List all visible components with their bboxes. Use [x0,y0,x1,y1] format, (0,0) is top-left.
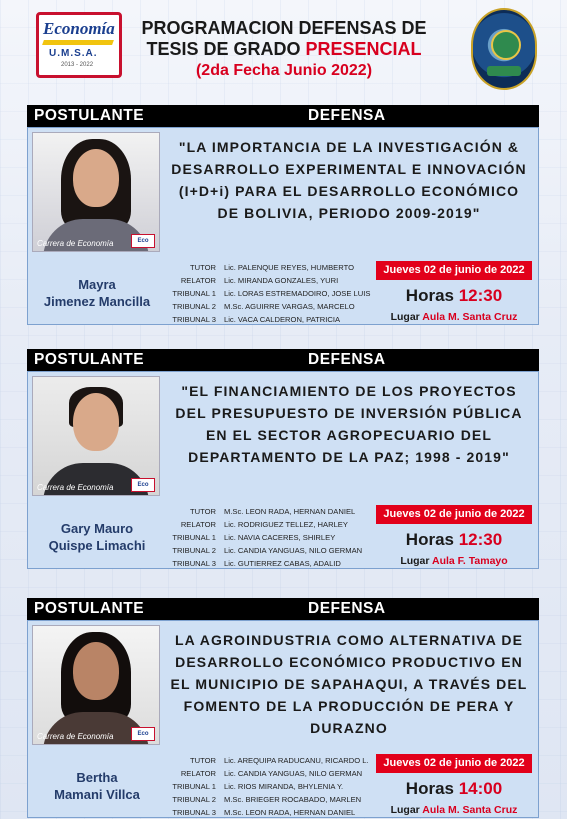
candidate-last-name: Jimenez Mancilla [43,294,151,309]
photo-mini-logo: Eco [131,478,155,492]
place-label: Lugar [390,311,423,323]
candidate-name [38,276,156,310]
logo-sub: U.M.S.A. [49,48,98,59]
jury-name: Lic. CANDIA YANGUAS, NILO GERMAN [224,769,363,778]
jury-row [166,261,370,274]
photo-caption: Carrera de Economía [37,483,114,492]
jury-row [166,300,370,313]
jury-name: Lic. LORAS ESTREMADOIRO, JOSE LUIS [224,289,371,298]
photo-caption: Carrera de Economía [37,239,114,248]
candidate-photo [32,132,160,252]
page-title [130,18,438,81]
jury-role: TRIBUNAL 3 [172,315,216,324]
postulante-label: POSTULANTE [34,107,145,124]
jury-list [166,505,362,570]
seal-core [491,30,521,60]
jury-row [166,806,369,819]
jury-role: TUTOR [189,263,216,272]
card-body [27,620,539,818]
jury-list [166,754,369,819]
title-line1: PROGRAMACION DEFENSAS DE [141,18,427,38]
thesis-title: "EL FINANCIAMIENTO DE LOS PROYECTOS DEL PRESUPUESTO DE INVERSIÓN PÚBLICA EN EL SECTOR AGROPECUARIO DEL DEPARTAMENTO DE LA PAZ; 1998 - 2019" [175,383,523,465]
time-line [376,286,532,306]
candidate-last-name: Mamani Villca [54,787,140,802]
jury-name: M.Sc. LEON RADA, HERNAN DANIEL [224,808,356,817]
jury-row [166,287,370,300]
candidate-first-name: Bertha [76,770,118,785]
jury-name: M.Sc. BRIEGER ROCABADO, MARLEN [224,795,362,804]
jury-row [166,780,369,793]
jury-role: RELATOR [180,769,216,778]
date-badge: Jueves 02 de junio de 2022 [376,505,532,524]
candidate-first-name: Gary Mauro [60,521,134,536]
place-line [368,311,540,323]
logo-stripe [42,40,114,45]
jury-name: Lic. PALENQUE REYES, HUMBERTO [224,263,354,272]
jury-name: Lic. RIOS MIRANDA, BHYLENIA Y. [224,782,344,791]
time-line [376,530,532,550]
header [0,0,567,100]
candidate-name [38,520,156,554]
jury-role: TRIBUNAL 2 [172,546,216,555]
place-line [368,555,540,567]
jury-role: TRIBUNAL 1 [172,533,216,542]
jury-role: TRIBUNAL 3 [172,559,216,568]
seal-base [487,66,521,76]
candidate-name [38,769,156,803]
logo-years: 2013 - 2022 [61,62,94,68]
candidate-photo [32,376,160,496]
time-line [376,779,532,799]
jury-list [166,261,370,326]
photo-mini-logo: Eco [131,234,155,248]
photo-face [73,149,119,207]
jury-role: TRIBUNAL 1 [172,782,216,791]
postulante-label: POSTULANTE [34,600,145,617]
jury-row [166,544,362,557]
thesis-title: "LA IMPORTANCIA DE LA INVESTIGACIÓN & DESARROLLO EXPERIMENTAL E INNOVACIÓN (I+D+i) PARA EL DESARROLLO ECONÓMICO DE BOLIVIA, PERIODO 2009-2019" [171,139,527,221]
time-value: 12:30 [458,286,503,305]
jury-row [166,793,369,806]
jury-name: Lic. GUTIERREZ CABAS, ADALID [224,559,341,568]
economia-logo [36,12,122,78]
jury-role: RELATOR [180,520,216,529]
place-value: Aula M. Santa Cruz [422,311,518,323]
thesis-title: LA AGROINDUSTRIA COMO ALTERNATIVA DE DESARROLLO ECONÓMICO PRODUCTIVO EN EL MUNICIPIO DE SAPAHAQUI, A TRAVÉS DEL FOMENTO DE LA PRODUCCIÓN DE PERA Y DURAZNO [170,632,528,736]
card-header-bar [27,598,539,620]
jury-name: Lic. RODRIGUEZ TELLEZ, HARLEY [224,520,348,529]
jury-role: TRIBUNAL 3 [172,808,216,817]
defensa-label: DEFENSA [308,107,386,124]
jury-name: M.Sc. LEON RADA, HERNAN DANIEL [224,507,356,516]
title-line2-a: TESIS DE GRADO [146,39,306,59]
time-label: Horas [405,779,459,798]
jury-row [166,274,370,287]
card-body [27,371,539,569]
defensa-label: DEFENSA [308,351,386,368]
photo-mini-logo: Eco [131,727,155,741]
candidate-photo [32,625,160,745]
place-value: Aula F. Tamayo [432,555,508,567]
title-line3: (2da Fecha Junio 2022) [195,62,373,79]
time-value: 12:30 [458,530,503,549]
date-badge: Jueves 02 de junio de 2022 [376,754,532,773]
postulante-label: POSTULANTE [34,351,145,368]
time-value: 14:00 [458,779,503,798]
photo-caption: Carrera de Economía [37,732,114,741]
time-label: Horas [405,286,459,305]
jury-name: Lic. NAVIA CACERES, SHIRLEY [224,533,336,542]
jury-role: TRIBUNAL 1 [172,289,216,298]
jury-name: Lic. VACA CALDERON, PATRICIA [224,315,341,324]
defensa-label: DEFENSA [308,600,386,617]
candidate-first-name: Mayra [78,277,116,292]
candidate-last-name: Quispe Limachi [48,538,146,553]
title-line2-b: PRESENCIAL [305,39,422,59]
jury-name: M.Sc. AGUIRRE VARGAS, MARCELO [224,302,355,311]
place-label: Lugar [390,804,423,816]
jury-role: TUTOR [189,507,216,516]
jury-row [166,313,370,326]
photo-face [73,393,119,451]
jury-row [166,531,362,544]
logo-name: Economía [43,19,115,38]
jury-name: Lic. CANDIA YANGUAS, NILO GERMAN [224,546,363,555]
jury-role: TUTOR [189,756,216,765]
jury-row [166,754,369,767]
date-badge: Jueves 02 de junio de 2022 [376,261,532,280]
jury-role: TRIBUNAL 2 [172,302,216,311]
place-value: Aula M. Santa Cruz [422,804,518,816]
jury-row [166,767,369,780]
university-seal [471,8,537,90]
card-header-bar [27,349,539,371]
time-label: Horas [405,530,459,549]
jury-row [166,505,362,518]
photo-face [73,642,119,700]
title-line2 [130,39,438,60]
jury-role: RELATOR [180,276,216,285]
jury-role: TRIBUNAL 2 [172,795,216,804]
card-body [27,127,539,325]
jury-row [166,557,362,570]
jury-row [166,518,362,531]
jury-name: Lic. MIRANDA GONZALES, YURI [224,276,339,285]
card-header-bar [27,105,539,127]
jury-name: Lic. AREQUIPA RADUCANU, RICARDO L. [224,756,369,765]
place-label: Lugar [400,555,433,567]
place-line [368,804,540,816]
